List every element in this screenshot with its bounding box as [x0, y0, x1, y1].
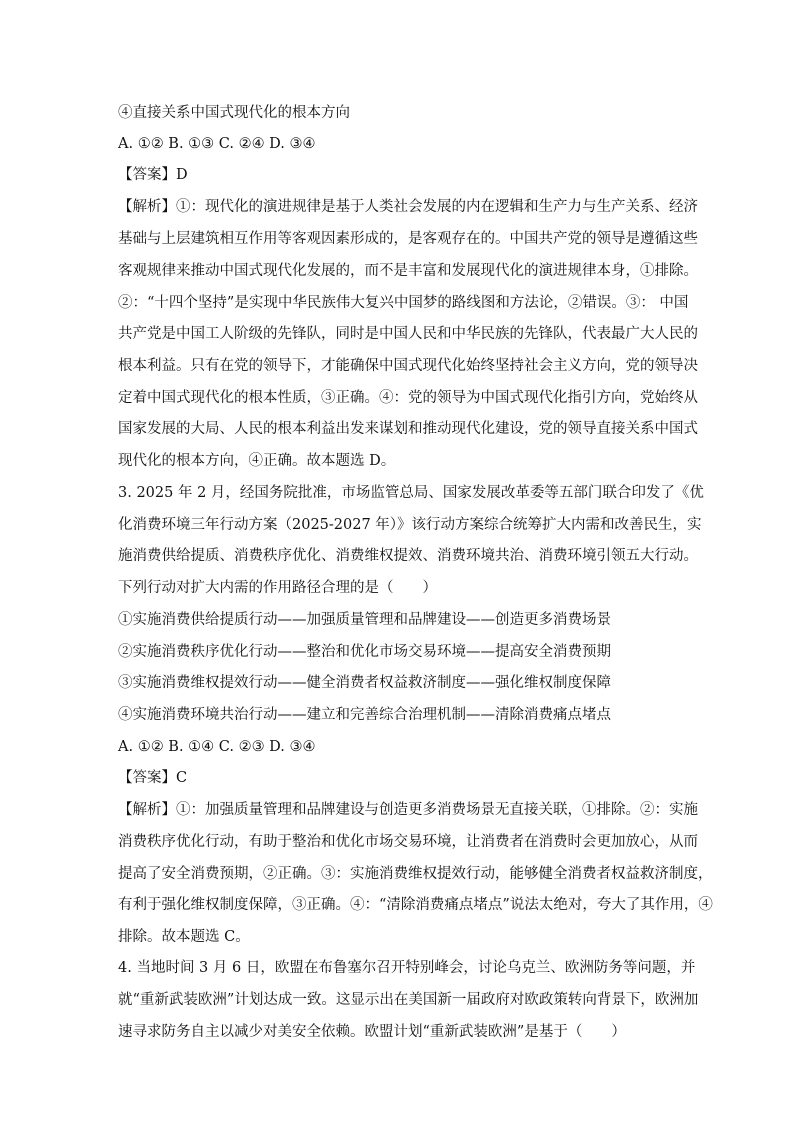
- option-line: ④实施消费环境共治行动——建立和完善综合治理机制——清除消费痛点堵点: [118, 707, 611, 723]
- question-line: 4. 当地时间 3 月 6 日，欧盟在布鲁塞尔召开特别峰会，讨论乌克兰、欧洲防务等问题，并: [118, 960, 696, 976]
- explanation-line: 根本利益。只有在党的领导下，才能确保中国式现代化始终坚持社会主义方向，党的领导决: [118, 358, 698, 374]
- question-line: 就“重新武装欧洲”计划达成一致。这显示出在美国新一届政府对欧政策转向背景下，欧洲加: [118, 992, 699, 1008]
- option-line: ①实施消费供给提质行动——加强质量管理和品牌建设——创造更多消费场景: [118, 612, 611, 628]
- choice-line: A. ①② B. ①③ C. ②④ D. ③④: [118, 136, 316, 152]
- explanation-line: 排除。故本题选 C。: [118, 929, 250, 945]
- option-line: ②实施消费秩序优化行动——整治和优化市场交易环境——提高安全消费预期: [118, 644, 611, 660]
- answer-label: 【答案】D: [118, 167, 188, 183]
- question-line: 化消费环境三年行动方案（2025-2027 年）》该行动方案综合统筹扩大内需和改善民生，实: [118, 517, 702, 533]
- explanation-line: ②：“十四个坚持”是实现中华民族伟大复兴中国梦的路线图和方法论，②错误。③： 中国: [118, 295, 689, 311]
- explanation-line: 消费秩序优化行动，有助于整治和优化市场交易环境，让消费者在消费时会更加放心，从而: [118, 834, 698, 850]
- option-line: ④直接关系中国式现代化的根本方向: [118, 105, 350, 121]
- explanation-line: 提高了安全消费预期，②正确。③：实施消费维权提效行动，能够健全消费者权益救济制度，: [118, 866, 713, 882]
- explanation-line: 【解析】①：现代化的演进规律是基于人类社会发展的内在逻辑和生产力与生产关系、经济: [118, 199, 698, 215]
- explanation-line: 有利于强化维权制度保障，③正确。④：“清除消费痛点堵点”说法太绝对，夸大了其作用，④: [118, 897, 713, 913]
- question-line: 下列行动对扩大内需的作用路径合理的是（ ）: [118, 580, 437, 596]
- choice-line: A. ①② B. ①④ C. ②③ D. ③④: [118, 739, 316, 755]
- question-line: 施消费供给提质、消费秩序优化、消费维权提效、消费环境共治、消费环境引领五大行动。: [118, 548, 698, 564]
- explanation-line: 共产党是中国工人阶级的先锋队，同时是中国人民和中华民族的先锋队，代表最广大人民的: [118, 326, 698, 342]
- explanation-line: 基础与上层建筑相互作用等客观因素形成的，是客观存在的。中国共产党的领导是遵循这些: [118, 231, 698, 247]
- explanation-line: 国家发展的大局、人民的根本利益出发来谋划和推动现代化建设，党的领导直接关系中国式: [118, 421, 698, 437]
- explanation-line: 现代化的根本方向，④正确。故本题选 D。: [118, 453, 396, 469]
- explanation-line: 客观规律来推动中国式现代化发展的，而不是丰富和发展现代化的演进规律本身，①排除。: [118, 263, 698, 279]
- answer-label: 【答案】C: [118, 770, 188, 786]
- explanation-line: 定着中国式现代化的根本性质，③正确。④：党的领导为中国式现代化指引方向，党始终从: [118, 390, 698, 406]
- option-line: ③实施消费维权提效行动——健全消费者权益救济制度——强化维权制度保障: [118, 675, 611, 691]
- question-line: 速寻求防务自主以减少对美安全依赖。欧盟计划“重新武装欧洲”是基于（ ）: [118, 1024, 626, 1040]
- explanation-line: 【解析】①：加强质量管理和品牌建设与创造更多消费场景无直接关联，①排除。②：实施: [118, 802, 698, 818]
- question-line: 3. 2025 年 2 月，经国务院批准，市场监管总局、国家发展改革委等五部门联合印发了《优: [118, 485, 704, 501]
